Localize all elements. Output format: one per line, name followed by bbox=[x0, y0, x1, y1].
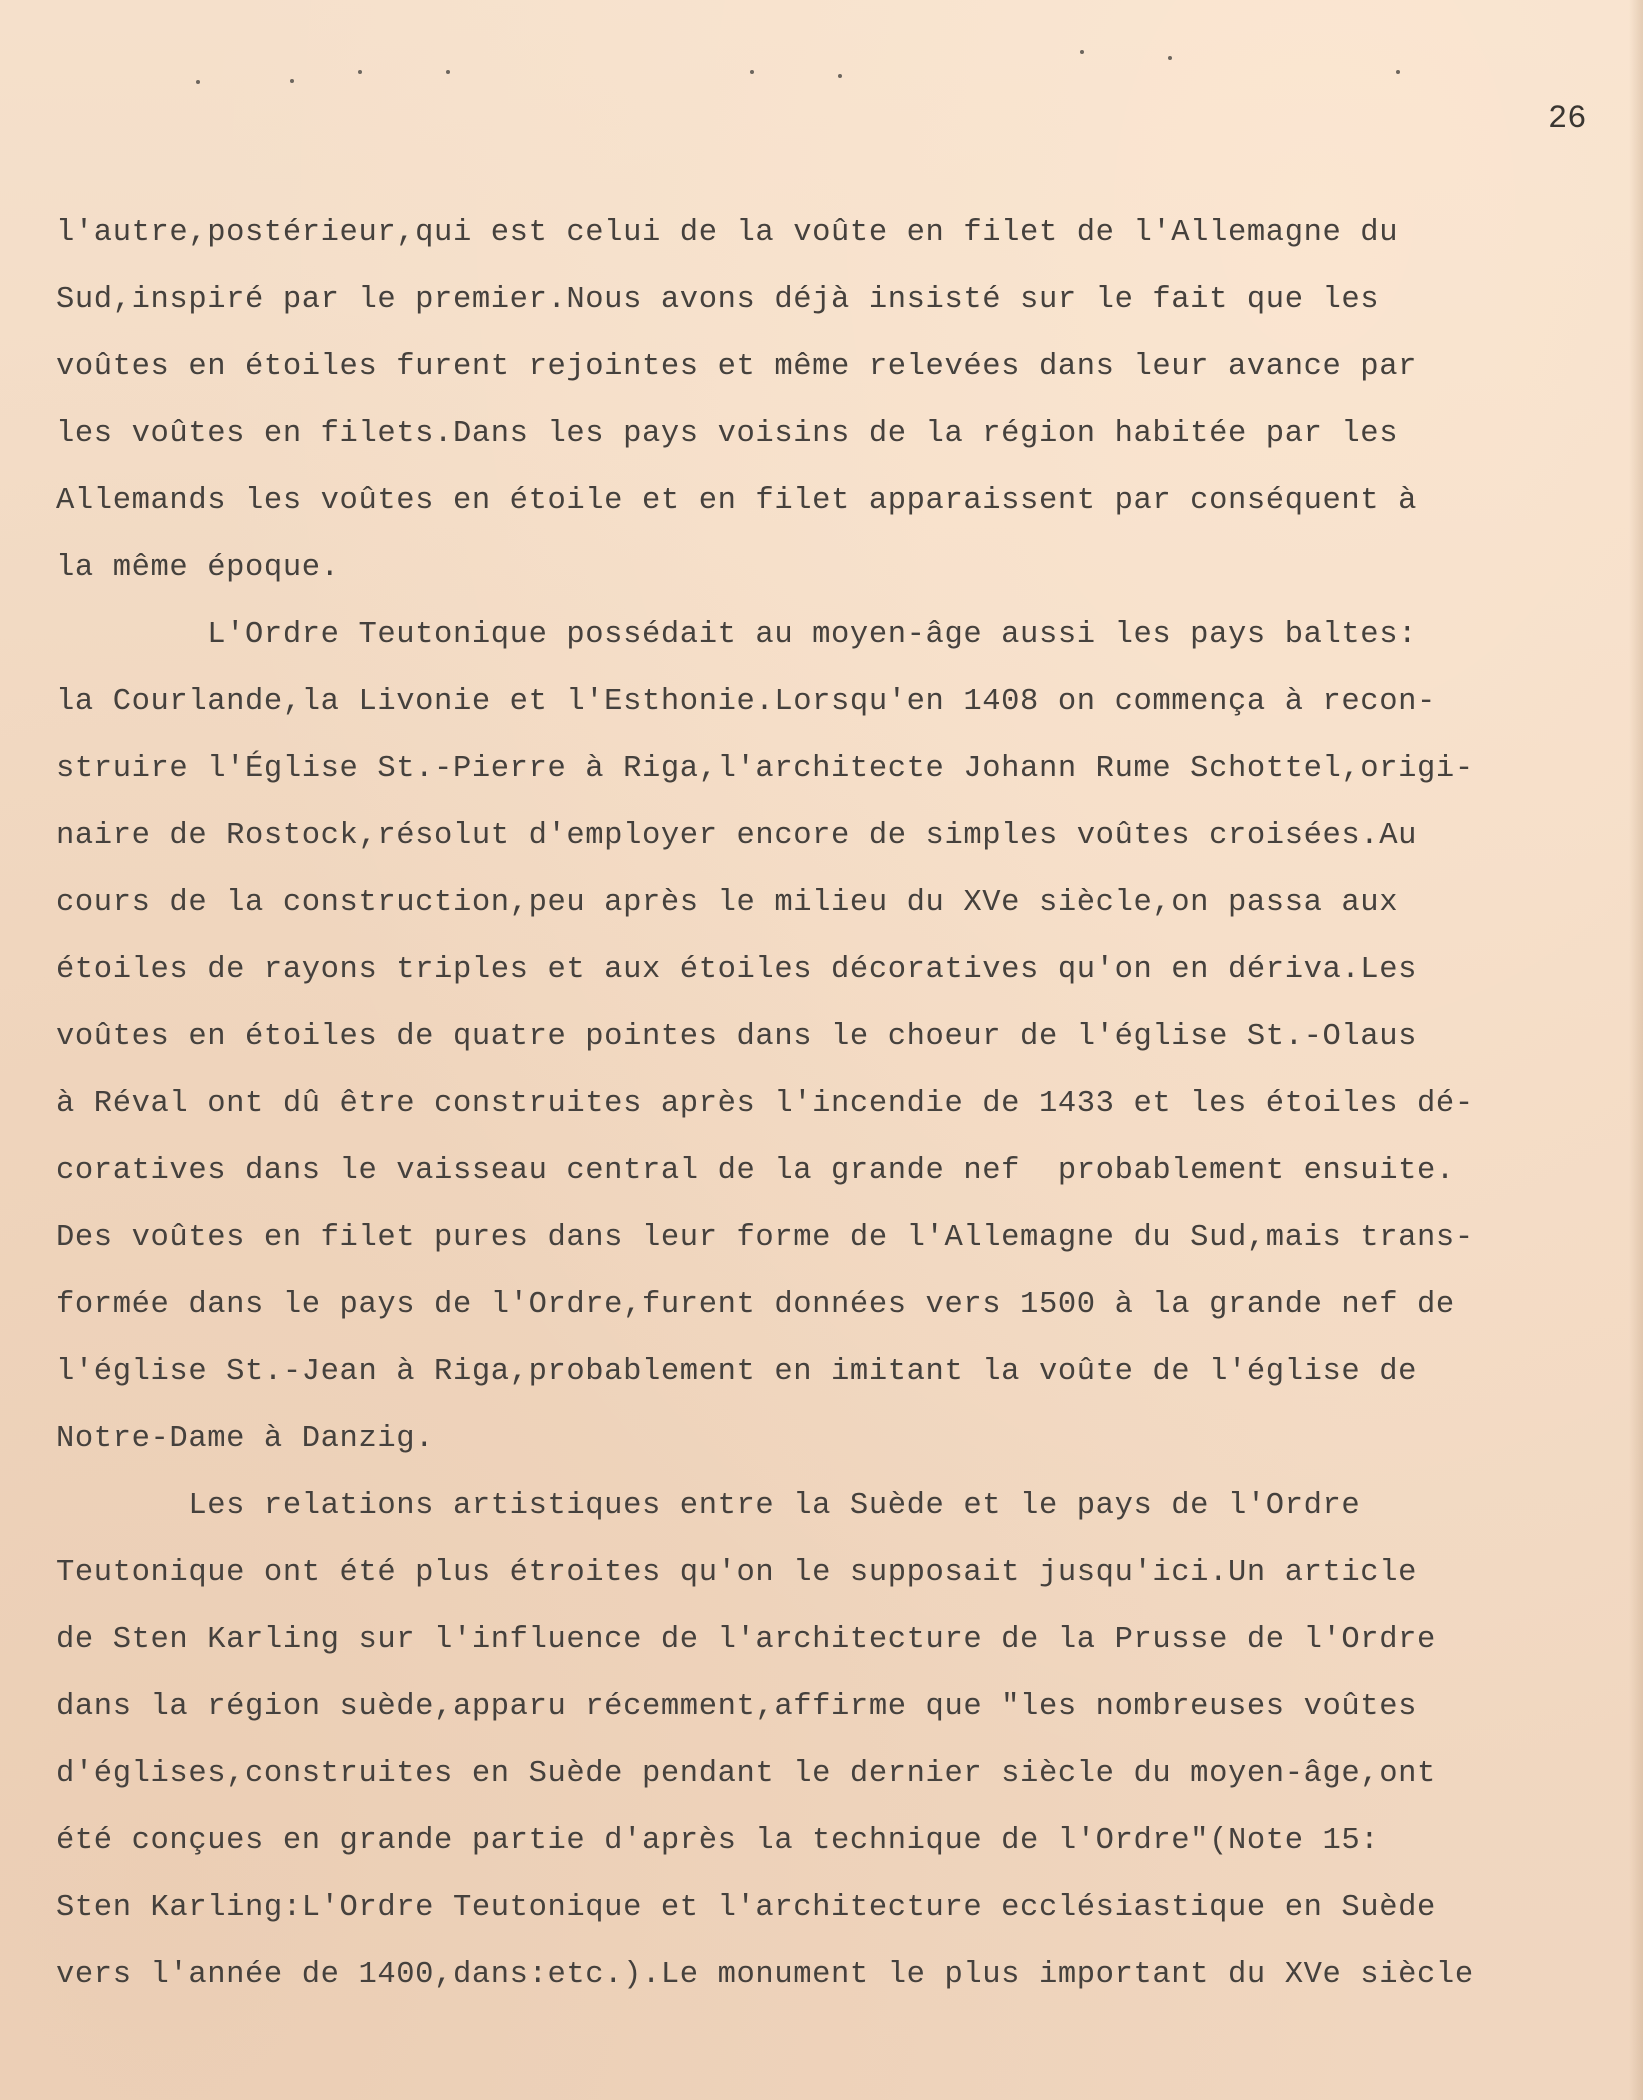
text-line: Sten Karling:L'Ordre Teutonique et l'architecture ecclésiastique en Suède bbox=[56, 1891, 1436, 1925]
text-line: L'Ordre Teutonique possédait au moyen-âge aussi les pays baltes: bbox=[56, 618, 1418, 652]
text-line: vers l'année de 1400,dans:etc.).Le monument le plus important du XVe siècle bbox=[56, 1958, 1474, 1992]
page-edge-shadow bbox=[1629, 0, 1643, 2100]
text-line: à Réval ont dû être construites après l'incendie de 1433 et les étoiles dé- bbox=[56, 1087, 1474, 1121]
page-number: 26 bbox=[1548, 100, 1587, 137]
text-line: étoiles de rayons triples et aux étoiles décoratives qu'on en dériva.Les bbox=[56, 953, 1418, 987]
text-line: la Courlande,la Livonie et l'Esthonie.Lorsqu'en 1408 on commença à recon- bbox=[56, 685, 1436, 719]
text-line: Allemands les voûtes en étoile et en filet apparaissent par conséquent à bbox=[56, 484, 1418, 518]
text-line: été conçues en grande partie d'après la technique de l'Ordre"(Note 15: bbox=[56, 1824, 1380, 1858]
text-line: dans la région suède,apparu récemment,affirme que "les nombreuses voûtes bbox=[56, 1690, 1418, 1724]
text-line: voûtes en étoiles furent rejointes et même relevées dans leur avance par bbox=[56, 350, 1418, 384]
text-line: formée dans le pays de l'Ordre,furent données vers 1500 à la grande nef de bbox=[56, 1288, 1455, 1322]
text-line: Sud,inspiré par le premier.Nous avons déjà insisté sur le fait que les bbox=[56, 283, 1380, 317]
text-line: de Sten Karling sur l'influence de l'architecture de la Prusse de l'Ordre bbox=[56, 1623, 1436, 1657]
text-line: Notre-Dame à Danzig. bbox=[56, 1422, 435, 1456]
text-line: l'église St.-Jean à Riga,probablement en imitant la voûte de l'église de bbox=[56, 1355, 1418, 1389]
text-line: Les relations artistiques entre la Suède et le pays de l'Ordre bbox=[56, 1489, 1361, 1523]
text-line: voûtes en étoiles de quatre pointes dans le choeur de l'église St.-Olaus bbox=[56, 1020, 1418, 1054]
text-line: coratives dans le vaisseau central de la grande nef probablement ensuite. bbox=[56, 1154, 1455, 1188]
text-line: cours de la construction,peu après le milieu du XVe siècle,on passa aux bbox=[56, 886, 1399, 920]
text-line: la même époque. bbox=[56, 551, 340, 585]
text-line: Des voûtes en filet pures dans leur forme de l'Allemagne du Sud,mais trans- bbox=[56, 1221, 1474, 1255]
body-text bbox=[56, 200, 1616, 2009]
text-line: l'autre,postérieur,qui est celui de la voûte en filet de l'Allemagne du bbox=[56, 216, 1399, 250]
text-line: d'églises,construites en Suède pendant le dernier siècle du moyen-âge,ont bbox=[56, 1757, 1436, 1791]
text-line: naire de Rostock,résolut d'employer encore de simples voûtes croisées.Au bbox=[56, 819, 1418, 853]
text-line: les voûtes en filets.Dans les pays voisins de la région habitée par les bbox=[56, 417, 1399, 451]
text-line: Teutonique ont été plus étroites qu'on le supposait jusqu'ici.Un article bbox=[56, 1556, 1418, 1590]
text-line: struire l'Église St.-Pierre à Riga,l'architecte Johann Rume Schottel,origi- bbox=[56, 752, 1474, 786]
